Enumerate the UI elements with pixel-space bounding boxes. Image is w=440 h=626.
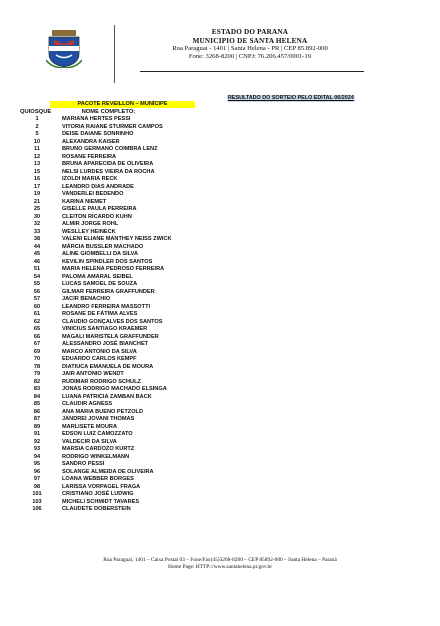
municipal-crest-icon: [46, 30, 82, 68]
winner-name: MÁRCIA BUSSLER MACHADO: [62, 243, 144, 250]
kiosk-number: 11: [34, 146, 40, 152]
kiosk-number: 97: [33, 476, 41, 482]
kiosk-number: 12: [33, 153, 41, 160]
winner-name: CRISTIANO JOSÉ LUDWIG: [62, 491, 134, 497]
winner-name: DIATIUCA EMANUELA DE MOURA: [62, 363, 154, 370]
kiosk-number: 98: [33, 483, 41, 490]
table-row: [20, 371, 195, 379]
table-row: [20, 206, 195, 214]
kiosk-number: 30: [33, 213, 41, 220]
winner-name: KEVILIN SPINDLER DOS SANTOS: [62, 258, 153, 265]
winner-name: GISELLE PAULA PERREIRA: [62, 206, 137, 212]
winner-name: MARIANA HERTES PESSI: [62, 116, 131, 122]
kiosk-number: 65: [33, 326, 41, 332]
table-row: [20, 244, 195, 252]
table-row: [20, 394, 195, 402]
kiosk-number: 91: [33, 431, 41, 437]
table-row: [20, 319, 195, 327]
winner-name: PALOMA AMARAL SEIBEL: [62, 273, 133, 280]
winner-name: JACIR BENACHIO: [62, 296, 111, 302]
winner-name: RODRIGO WINKELMANN: [62, 453, 130, 460]
table-row: [20, 266, 195, 274]
table-row: [20, 341, 195, 349]
name-column-header: NOME COMPLETO:: [81, 109, 136, 115]
winner-name: MAGALI MARISTELA GRAFFUNDER: [62, 333, 159, 340]
kiosk-number: 61: [33, 311, 41, 317]
table-row: [20, 259, 195, 267]
table-row: [20, 379, 195, 387]
table-row: [20, 311, 195, 319]
table-row: [20, 191, 195, 199]
table-row: [20, 139, 195, 147]
table-row: [20, 251, 195, 259]
kiosk-number: 10: [33, 138, 41, 145]
winner-name: JAIR ANTONIO WENDT: [62, 371, 124, 377]
winner-name: LARISSA VORPAGEL FRAGA: [62, 483, 141, 490]
winner-name: VANDERLEI BEDENDO: [62, 191, 124, 197]
table-row: [20, 364, 195, 372]
table-row: [20, 274, 195, 282]
winner-name: IZOLDI MARIA RECK: [62, 176, 118, 182]
table-body: [20, 116, 195, 514]
contact-line: Fone: 3268-8200 | CNPJ: 76.206.457/0001-19: [188, 53, 312, 61]
state-name: ESTADO DO PARANA: [211, 28, 289, 36]
table-row: [20, 289, 195, 297]
winner-name: ALESSANDRO JOSÉ BIANCHET: [62, 341, 149, 347]
kiosk-number: 92: [33, 438, 41, 445]
winner-name: RUDIMAR RODRIGO SCHULZ: [62, 378, 141, 385]
winner-name: MARSIA CARDOZO KURTZ: [62, 446, 135, 452]
kiosk-number: 15: [33, 168, 41, 175]
winner-name: KARINA NIEMET: [62, 198, 107, 205]
kiosk-number: 45: [33, 251, 41, 257]
table-row: [20, 499, 195, 507]
winner-name: MARIA HELENA PEDROSO FERREIRA: [62, 266, 165, 272]
table-row: [20, 199, 195, 207]
kiosk-number: 55: [33, 281, 41, 287]
table-row: [20, 446, 195, 454]
winner-name: NELSI LURDES VIEIRA DA ROCHA: [62, 168, 155, 175]
table-row: [20, 221, 195, 229]
package-label: PACOTE REVEILLON – MUNÍCIPE: [50, 101, 195, 108]
table-row: [20, 169, 195, 177]
winner-name: VINICIUS SANTIAGO KRAEMER: [62, 326, 148, 332]
table-row: [20, 349, 195, 357]
kiosk-number: 67: [33, 341, 41, 347]
kiosk-number: 17: [33, 183, 41, 190]
winner-name: LUANA PATRICIA ZAMBAN BACK: [62, 393, 152, 400]
winner-name: SANDRO PESSI: [62, 461, 105, 467]
municipality-name: MUNICIPIO DE SANTA HELENA: [192, 36, 308, 45]
kiosk-number: 96: [33, 468, 41, 475]
table-row: [20, 424, 195, 432]
kiosk-number: 95: [33, 461, 41, 467]
kiosk-number: 33: [33, 228, 41, 235]
kiosk-number: 51: [33, 266, 41, 272]
winner-name: LEANDRO DIAS ANDRADE: [62, 183, 134, 190]
table-row: [20, 146, 195, 154]
table-row: [20, 124, 195, 132]
kiosk-number: 78: [33, 363, 41, 370]
kiosk-number: 101: [32, 491, 42, 497]
table-row: [20, 184, 195, 192]
table-row: [20, 461, 195, 469]
winner-name: VALENI ELIANE MANTHEY NEISS ZWICK: [62, 236, 172, 242]
winner-name: ALMIR JORGE ROHL: [62, 221, 119, 227]
kiosk-number: 1: [35, 116, 39, 122]
winner-name: ALINE GIOMBELLI DA SILVA: [62, 251, 139, 257]
header-divider: [114, 25, 115, 83]
kiosk-number: 19: [33, 191, 41, 197]
table-row: [20, 229, 195, 237]
kiosk-number: 84: [33, 393, 41, 400]
table-row: [20, 116, 195, 124]
winner-name: WESLLEY HEINECK: [62, 228, 116, 235]
kiosk-number: 54: [33, 273, 41, 280]
winner-name: LEANDRO FERREIRA MASSOTTI: [62, 303, 151, 310]
table-row: [20, 491, 195, 499]
table-row: [20, 281, 195, 289]
kiosk-number: 2: [35, 123, 39, 130]
kiosk-number: 82: [33, 378, 41, 385]
kiosk-number: 44: [33, 243, 41, 250]
table-row: [20, 484, 195, 492]
kiosk-number: 21: [33, 198, 41, 205]
winner-name: CLAUDIR AGNESS: [62, 401, 113, 407]
kiosk-number: 94: [33, 453, 41, 460]
winner-name: BRUNO GERMANO COIMBRA LENZ: [62, 146, 158, 152]
winner-name: LOANA WEBBER BORGES: [62, 476, 134, 482]
table-row: [20, 131, 195, 139]
winner-name: VALDECIR DA SILVA: [62, 438, 117, 445]
table-row: [20, 236, 195, 244]
kiosk-number: 86: [33, 408, 41, 415]
letterhead-rule: [140, 71, 364, 72]
winner-name: JANDREI JOVANI THOMAS: [62, 416, 135, 422]
table-row: [20, 386, 195, 394]
table-row: [20, 439, 195, 447]
kiosk-number: 57: [33, 296, 41, 302]
kiosk-number: 13: [33, 161, 41, 167]
winner-name: JONAS RODRIGO MACHADO ELSINGA: [62, 386, 167, 392]
kiosk-number: 66: [33, 333, 41, 340]
winner-name: VITORIA RAIANE STURMER CAMPOS: [62, 123, 163, 130]
result-title: RESULTADO DO SORTEIO PELO EDITAL 06/2024: [228, 95, 354, 101]
kiosk-number: 89: [33, 423, 41, 430]
table-row: [20, 161, 195, 169]
table-row: [20, 454, 195, 462]
winner-name: ROSANE FERREIRA: [62, 153, 117, 160]
kiosk-number: 38: [33, 236, 41, 242]
letterhead: [140, 28, 360, 62]
winner-name: EDUARDO CARLOS KEMPF: [62, 356, 137, 362]
table-row: [20, 431, 195, 439]
winner-name: MARLISETE MOURA: [62, 423, 118, 430]
kiosk-number: 25: [33, 206, 41, 212]
kiosk-number: 46: [33, 258, 41, 265]
table-header: [20, 108, 195, 116]
winner-name: ROSANE DE FÁTIMA ALVES: [62, 311, 138, 317]
winner-name: MARCO ANTONIO DA SILVA: [62, 348, 137, 355]
table-row: [20, 506, 195, 514]
winner-name: DEISE DAIANE SONRINHO: [62, 131, 134, 137]
page-footer: [40, 557, 400, 571]
winner-name: EDSON LUIZ CAMOZZATO: [62, 431, 133, 437]
kiosk-number: 79: [33, 371, 41, 377]
winner-name: LUCAS SAMOEL DE SOUZA: [62, 281, 138, 287]
winner-name: CLAUDIO GONÇALVES DOS SANTOS: [62, 318, 163, 325]
table-row: [20, 176, 195, 184]
kiosk-number: 62: [33, 318, 41, 325]
table-row: [20, 409, 195, 417]
table-row: [20, 356, 195, 364]
table-row: [20, 296, 195, 304]
winner-name: MICHELI SCHMIDT TAVARES: [62, 498, 140, 505]
table-row: [20, 401, 195, 409]
kiosk-number: 5: [35, 131, 39, 137]
kiosk-number: 83: [33, 386, 41, 392]
table-row: [20, 304, 195, 312]
kiosk-number: 16: [33, 176, 41, 182]
address-line: Rua Paraguai - 1401 | Santa Helena - PR | CEP 85.892-000: [172, 45, 328, 52]
winner-name: BRUNA APARECIDA DE OLIVEIRA: [62, 161, 154, 167]
table-row: [20, 469, 195, 477]
table-row: [20, 334, 195, 342]
kiosk-number: 60: [33, 303, 41, 310]
kiosk-number: 106: [32, 506, 42, 512]
kiosk-number: 32: [33, 221, 41, 227]
winner-name: ANA MARIA BUENO PETZOLD: [62, 408, 144, 415]
winner-name: SOLANGE ALMEIDA DE OLIVEIRA: [62, 468, 154, 475]
table-row: [20, 154, 195, 162]
table-row: [20, 416, 195, 424]
kiosk-number: 87: [33, 416, 41, 422]
winner-name: ALEXANDRA KAISER: [62, 138, 120, 145]
kiosk-number: 103: [32, 498, 42, 505]
table-row: [20, 214, 195, 222]
table-row: [20, 326, 195, 334]
winner-name: CLEITON RICARDO KUHN: [62, 213, 132, 220]
kiosk-column-header: QUIOSQUE: [20, 109, 52, 115]
winner-name: GILMAR FERREIRA GRAFFUNDER: [62, 288, 155, 295]
kiosk-number: 85: [33, 401, 41, 407]
kiosk-number: 56: [33, 288, 41, 295]
draw-result-table: [20, 101, 195, 514]
kiosk-number: 69: [33, 348, 41, 355]
footer-homepage: Home Page: HTTP://www.santahelena.pr.gov.br: [167, 564, 273, 570]
kiosk-number: 93: [33, 446, 41, 452]
winner-name: CLAUDETE DOBERSTEIN: [62, 506, 131, 512]
table-row: [20, 476, 195, 484]
footer-address: Rua Paraguai, 1401 – Caixa Postal 03 – Fone/Fax(45)3268-8200 – CEP 85892-000 – Santa Helena – Paraná: [103, 557, 337, 563]
kiosk-number: 70: [33, 356, 41, 362]
